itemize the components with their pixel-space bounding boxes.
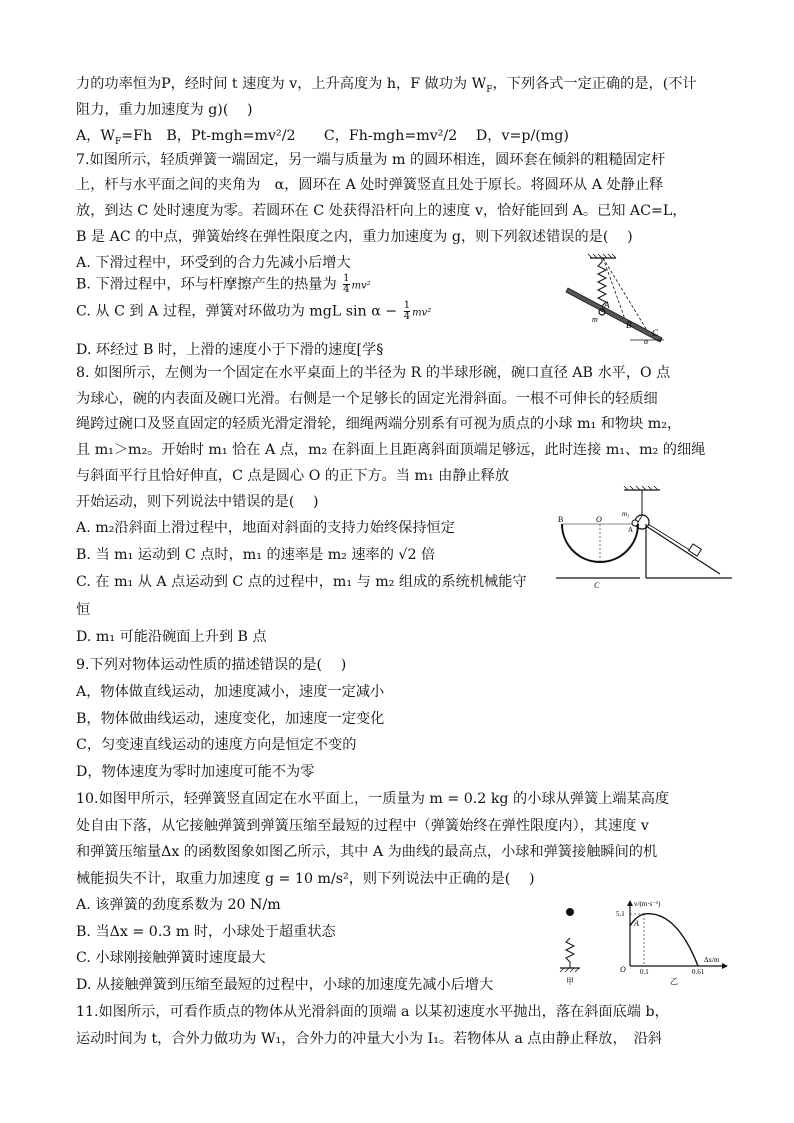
fig10-y-axis: v/(m·s⁻¹) <box>634 900 661 908</box>
question-8-stem: 开始运动，则下列说法中错误的是( ) <box>76 494 319 510</box>
text-line: 阻力，重力加速度为 g)( ) <box>76 102 253 118</box>
text-line: 力的功率恒为P，经时间 t 速度为 v，上升高度为 h，F 做功为 $W_F$，下列各式一定正确的是，(不计 <box>76 76 697 95</box>
bowl-pulley-figure <box>556 486 746 594</box>
fig10-label-left: 甲 <box>566 977 574 986</box>
question-7-stem: 上，杆与水平面之间的夹角为 α，圆环在 A 处时弹簧竖直且处于原长。将圆环从 A 处静止释 <box>76 177 664 193</box>
spring-graph-figure <box>556 898 746 988</box>
fig7-label-b: B <box>626 320 632 330</box>
fig10-x-tick-2: 0.61 <box>692 968 705 976</box>
spring-rod-figure <box>560 252 670 344</box>
option-b: B. 下滑过程中，环与杆摩擦产生的热量为 $\frac{1}{4}$ mv² <box>76 273 371 295</box>
question-11-stem: 11.如图所示，可看作质点的物体从光滑斜面的顶端 a 以某初速度水平抛出，落在斜面底端 b， <box>76 1004 669 1020</box>
fig8-label-m1: m₁ <box>622 510 630 518</box>
fig7-label-a: A <box>604 300 610 310</box>
fig10-peak: A <box>634 919 639 928</box>
fig10-x-tick-1: 0.1 <box>640 968 649 976</box>
fig7-label-alpha: α <box>644 337 649 344</box>
option-d: D. m₁ 可能沿碗面上升到 B 点 <box>76 629 267 645</box>
question-8-stem: 8. 如图所示，左侧为一个固定在水平桌面上的半径为 R 的半球形碗，碗口直径 AB 水平，O 点 <box>76 365 671 381</box>
fig8-label-o: O <box>596 515 602 524</box>
question-9-stem: 9.下列对物体运动性质的描述错误的是( ) <box>76 657 347 673</box>
fig10-origin: O <box>620 965 626 974</box>
option-a: A. 该弹簧的劲度系数为 20 N/m <box>76 897 281 913</box>
fig8-label-c: C <box>594 581 600 590</box>
question-8-stem: 绳跨过碗口及竖直固定的轻质光滑定滑轮，细绳两端分别系有可视为质点的小球 m₁ 和物块 m₂， <box>76 416 682 432</box>
question-7-stem: 7.如图所示，轻质弹簧一端固定，另一端与质量为 m 的圆环相连，圆环套在倾斜的粗糙固定杆 <box>76 152 666 168</box>
question-7-stem: 放，到达 C 处时速度为零。若圆环在 C 处获得沿杆向上的速度 v，恰好能回到 A。已知 AC=L， <box>76 203 687 219</box>
option-c: C. 在 m₁ 从 A 点运动到 C 点的过程中，m₁ 与 m₂ 组成的系统机械能守 <box>76 574 527 590</box>
fig10-y-tick: 5.1 <box>616 910 625 918</box>
question-10-stem: 和弹簧压缩量Δx 的函数图象如图乙所示，其中 A 为曲线的最高点，小球和弹簧接触瞬间的机 <box>76 844 658 860</box>
fig10-x-axis: Δx/m <box>704 956 720 964</box>
option-c: 恒 <box>76 602 91 618</box>
question-10-stem: 10.如图甲所示，轻弹簧竖直固定在水平面上，一质量为 m = 0.2 kg 的小球从弹簧上端某高度 <box>76 791 670 807</box>
fig7-label-c: C <box>652 328 659 338</box>
option-d: D，物体速度为零时加速度可能不为零 <box>76 764 315 780</box>
option-d: D. 从接触弹簧到压缩至最短的过程中，小球的加速度先减小后增大 <box>76 977 494 993</box>
option-c: C. 小球刚接触弹簧时速度最大 <box>76 950 266 966</box>
option-a: A. 下滑过程中，环受到的合力先减小后增大 <box>76 255 351 271</box>
question-8-stem: 与斜面平行且恰好伸直，C 点是圆心 O 的正下方。当 m₁ 由静止释放 <box>76 468 510 484</box>
option-d: D. 环经过 B 时，上滑的速度小于下滑的速度[学§ <box>76 342 384 358</box>
question-8-stem: 且 m₁＞m₂。开始时 m₁ 恰在 A 点，m₂ 在斜面上且距离斜面顶端足够远，此时连接 m₁、m₂ 的细绳 <box>76 442 706 458</box>
option-c: C，匀变速直线运动的速度方向是恒定不变的 <box>76 737 357 753</box>
fig7-label-m: m <box>592 315 598 324</box>
option-b: B. 当Δx = 0.3 m 时，小球处于超重状态 <box>76 924 336 940</box>
option-a: A，物体做直线运动，加速度减小，速度一定减小 <box>76 684 385 700</box>
fig10-label-right: 乙 <box>670 977 678 986</box>
question-10-stem: 械能损失不计，取重力加速度 g = 10 m/s²，则下列说法中正确的是( ) <box>76 871 535 887</box>
question-7-stem: B 是 AC 的中点，弹簧始终在弹性限度之内，重力加速度为 g，则下列叙述错误的是( ) <box>76 229 633 245</box>
option-b: B. 当 m₁ 运动到 C 点时，m₁ 的速率是 m₂ 速率的 √2 倍 <box>76 547 436 563</box>
fig8-label-a: A <box>628 526 634 534</box>
question-10-stem: 处自由下落，从它接触弹簧到弹簧压缩至最短的过程中（弹簧始终在弹性限度内），其速度 v <box>76 818 649 834</box>
option-a: A. m₂沿斜面上滑过程中，地面对斜面的支持力始终保持恒定 <box>76 520 455 536</box>
option-c: C. 从 C 到 A 过程，弹簧对环做功为 mgL sin α − $\frac{1}{4}$ mv² <box>76 300 432 322</box>
option-b: B，物体做曲线运动，速度变化，加速度一定变化 <box>76 711 385 727</box>
text-line: A，$W_F=Fh$ B，Pt-mgh=mv²/2 C，Fh-mgh=mv²/2 D，v=p/(mg) <box>76 128 569 147</box>
question-11-stem: 运动时间为 t，合外力做功为 W₁，合外力的冲量大小为 I₁。若物体从 a 点由静止释放， 沿斜 <box>76 1031 663 1047</box>
question-8-stem: 为球心，碗的内表面及碗口光滑。右侧是一个足够长的固定光滑斜面。一根不可伸长的轻质细 <box>76 391 658 407</box>
fig8-label-b: B <box>558 515 564 524</box>
